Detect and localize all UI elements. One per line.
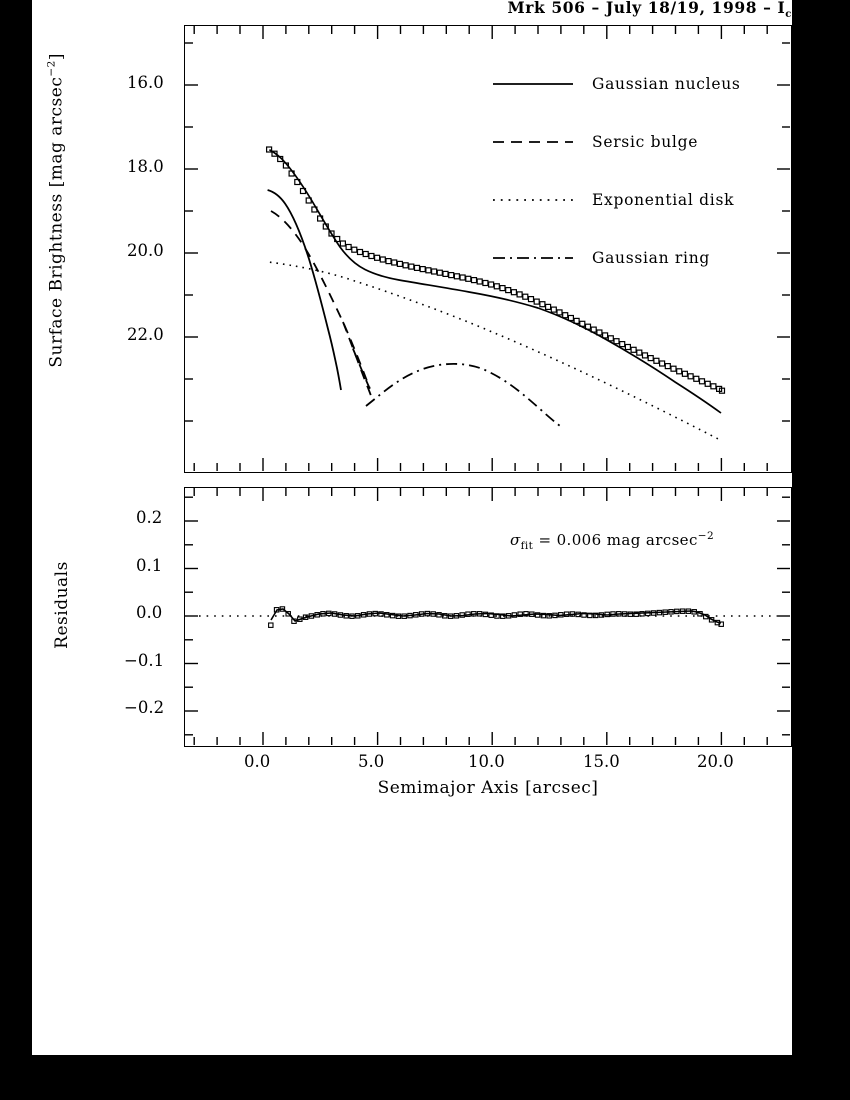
legend-label-sersic-bulge: Sersic bulge xyxy=(592,133,699,151)
legend-label-gaussian-ring: Gaussian ring xyxy=(592,249,710,267)
y-axis-label-bottom: Residuals xyxy=(52,561,72,649)
y-axis-label-top: Surface Brightness [mag arcsec$^{-2}$] xyxy=(45,53,67,368)
sigma-fit-annotation: $\sigma_{fit} = 0.006$ mag arcsec$^{-2}$ xyxy=(510,530,715,552)
x-axis-label: Semimajor Axis [arcsec] xyxy=(377,778,599,798)
series-gaussian-nucleus xyxy=(268,190,341,390)
legend-label-exponential-disk: Exponential disk xyxy=(592,191,735,209)
x-tick-label-20: 20.0 xyxy=(697,752,734,771)
resid-tick-label-0p0: 0.0 xyxy=(136,603,163,622)
x-tick-label-0: 0.0 xyxy=(244,752,271,771)
resid-tick-label-0p2: 0.2 xyxy=(136,508,163,527)
figure-paper xyxy=(32,0,792,1055)
y-tick-label-18: 18.0 xyxy=(127,157,164,176)
x-tick-label-10: 10.0 xyxy=(468,752,505,771)
series-sersic-bulge-tail xyxy=(343,322,373,401)
x-tick-label-15: 15.0 xyxy=(583,752,620,771)
series-gaussian-ring xyxy=(366,364,563,428)
resid-tick-label-m0p2: −0.2 xyxy=(124,698,165,717)
figure-title: Mrk 506 – July 18/19, $1998 - I_c$ xyxy=(507,0,792,21)
y-tick-label-16: 16.0 xyxy=(127,73,164,92)
residuals-plot xyxy=(185,488,790,745)
series-observed-line xyxy=(269,150,721,413)
residuals-panel xyxy=(184,487,792,747)
legend-label-gaussian-nucleus: Gaussian nucleus xyxy=(592,75,741,93)
y-tick-label-22: 22.0 xyxy=(127,325,164,344)
resid-tick-label-0p1: 0.1 xyxy=(136,556,163,575)
legend-lines xyxy=(493,84,573,258)
y-axis-ticks-top xyxy=(185,43,790,421)
residual-data-markers xyxy=(269,607,724,628)
y-tick-label-20: 20.0 xyxy=(127,241,164,260)
x-tick-label-5: 5.0 xyxy=(358,752,385,771)
resid-tick-label-m0p1: −0.1 xyxy=(124,651,165,670)
